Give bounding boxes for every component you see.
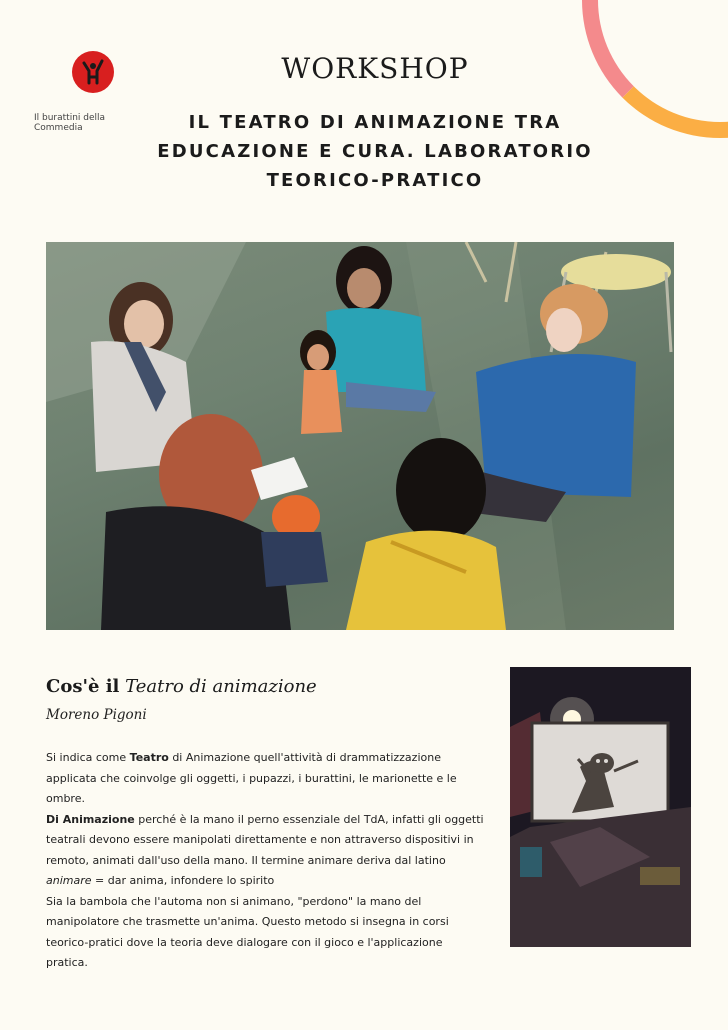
title-line: TEORICO-PRATICO xyxy=(266,170,484,191)
text-italic: animare xyxy=(46,874,92,887)
paragraph xyxy=(46,810,486,872)
heading-bold: Cos'è il xyxy=(46,676,120,697)
paragraph: Sia la bambola che l'automa non si animano, "perdono" la mano del manipolatore che trasmette un'anima. Questo metodo si insegna in corsi teorico-pratici dove la teoria deve dialogare con il gioco e l'applicazione pratica. xyxy=(46,894,449,969)
paragraph xyxy=(46,748,486,810)
text-span: = dar anima, infondere lo spirito xyxy=(91,874,275,887)
paragraph xyxy=(46,871,486,892)
brand-logo xyxy=(72,51,114,93)
body-text xyxy=(46,748,486,974)
puppet-logo-icon xyxy=(72,51,114,93)
author-name: Moreno Pigoni xyxy=(46,707,147,723)
shadow-theatre-photo xyxy=(510,667,691,947)
page-title xyxy=(140,108,610,195)
heading-italic: Teatro di animazione xyxy=(125,676,317,697)
text-span: di Animazione quell'attività di drammatizzazione applicata che coinvolge gli oggetti, i pupazzi, i burattini, le marionette e le ombre. xyxy=(46,751,457,805)
text-span: Si indica come xyxy=(46,751,130,764)
title-line: EDUCAZIONE E CURA. LABORATORIO xyxy=(157,141,593,162)
text-bold: Di Animazione xyxy=(46,812,135,826)
workshop-photo xyxy=(46,242,674,630)
page-kicker: WORKSHOP xyxy=(281,52,469,85)
title-line: IL TEATRO DI ANIMAZIONE TRA xyxy=(188,112,562,133)
text-span: perché è la mano il perno essenziale del TdA, infatti gli oggetti teatrali devono essere manipolati direttamente e non attraverso dispositivi in remoto, animati dall'uso della mano. Il termine animare deriva dal latino xyxy=(46,812,484,867)
text-bold: Teatro xyxy=(129,751,169,764)
section-heading xyxy=(46,676,317,697)
brand-name: Il burattini della Commedia xyxy=(34,113,106,133)
